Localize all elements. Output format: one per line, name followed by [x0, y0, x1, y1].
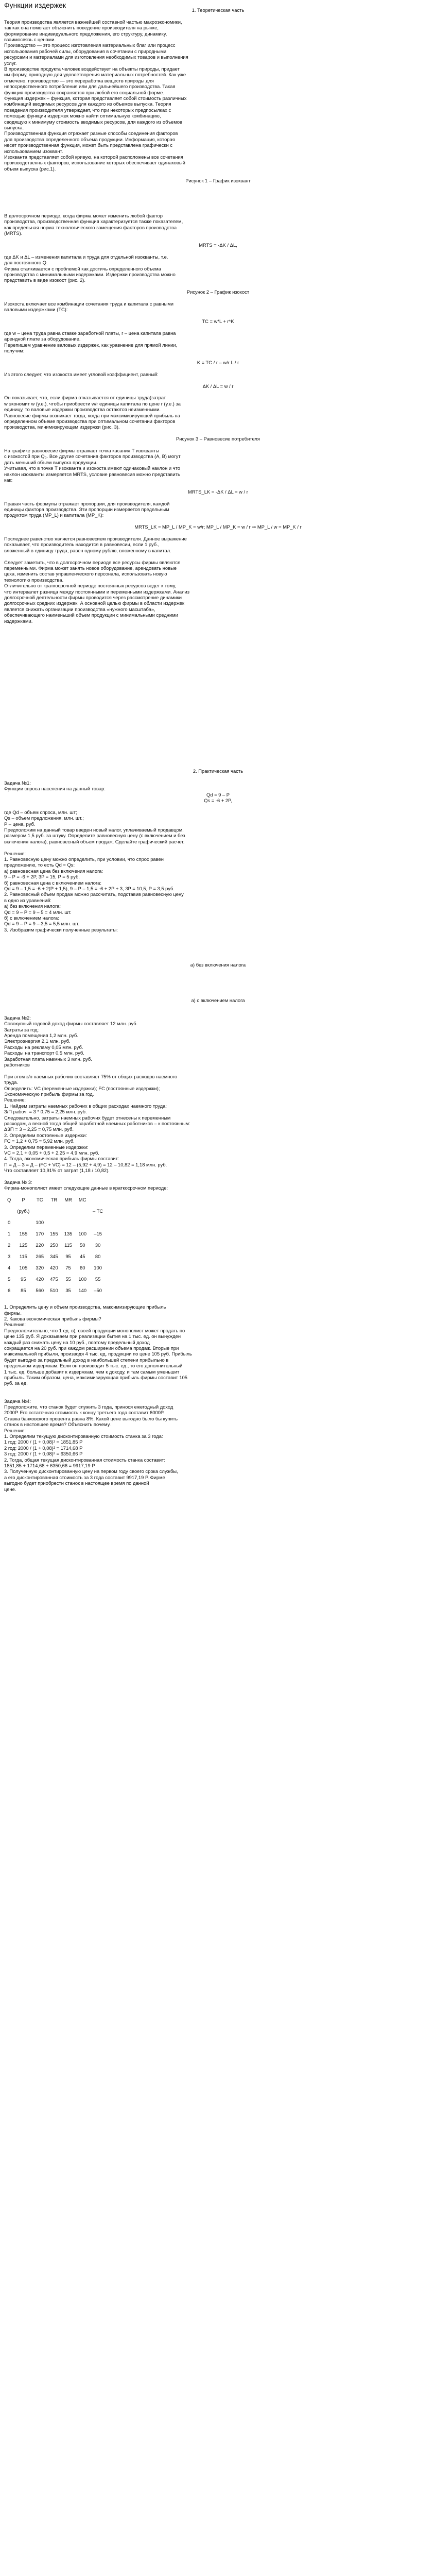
text-line: а) равновесная цена без включения налога:	[4, 868, 103, 874]
text-line: Рисунок 2 – График изокост	[186, 289, 250, 295]
text-line: получим:	[4, 348, 25, 354]
text-line: (MRTS).	[4, 230, 23, 236]
text-line: предложению, то есть Qd = Qs:	[4, 862, 75, 868]
text-line: ΔЗП = 3 – 2,25 = 0,75 млн. руб.	[4, 1126, 74, 1132]
text-line: будет выгодно за предельный доход в наибольшей степени прибыльно в	[4, 1357, 169, 1363]
text-line: предельном издержкам. Если он производит 5 тыс. ед., то его дополнительный	[4, 1363, 183, 1369]
text-line: ресурсами и материалами для изготовления необходимых товаров и выполнения	[4, 54, 188, 60]
text-line: что интервалет разница между постоянными и переменными издержками. Анализ	[4, 588, 190, 595]
table-cell: 75	[65, 1265, 71, 1271]
text-line: Функции спроса населения на данный товар:	[4, 786, 106, 792]
table-cell: 155	[19, 1231, 28, 1237]
text-line: Решение:	[4, 1097, 26, 1103]
text-line: ΔK / ΔL = w / r	[202, 383, 234, 389]
table-cell: 170	[36, 1231, 44, 1237]
table-cell: 420	[50, 1265, 58, 1271]
text-line: а) без включения налога	[190, 962, 246, 968]
text-line: комбинаций вводимых ресурсов для каждого из объемов выпуска. Теория	[4, 101, 171, 107]
table-cell: 95	[21, 1276, 26, 1282]
text-line: вложенный в единицу труда, равен одному рублю, вложенному в капитал.	[4, 547, 171, 553]
text-line: валовыми издержками (ТС):	[4, 307, 68, 313]
table-cell: 4	[8, 1265, 11, 1271]
text-line: максимальной прибыли, производя 4 тыс. ед. продукции по цене 105 руб. Прибыль	[4, 1351, 192, 1357]
text-line: Теория производства является важнейшей составной частью макроэкономики,	[4, 19, 182, 25]
text-line: Правая часть формулы отражает пропорции, для производителя, каждой	[4, 500, 170, 506]
text-line: взаимосвязь с ценами.	[4, 37, 56, 42]
text-line: в одно из уравнений:	[4, 897, 51, 903]
text-line: Предположите, что станок будет служить 3 года, принося ежегодный доход	[4, 1404, 173, 1410]
text-line: определенном объеме производства при оптимальном сочетании факторов	[4, 418, 176, 424]
text-line: представить в виде изокост (рис. 2).	[4, 277, 86, 283]
text-line: 4. Тогда, экономическая прибыль фирмы составит:	[4, 1156, 119, 1162]
text-line: Qs – объем предложения, млн. шт.;	[4, 815, 84, 821]
table-cell: 5	[8, 1276, 11, 1282]
text-line: б) равновесная цена с включением налога:	[4, 879, 101, 886]
text-line: Решение:	[4, 850, 26, 856]
table-cell: 220	[36, 1242, 44, 1248]
table-unit: (руб.)	[17, 1208, 30, 1214]
text-line: отмечено, производство — это переработка веществ природы для	[4, 77, 154, 83]
text-line: Следовательно, затраты наемных рабочих будет отнесены к переменным	[4, 1114, 171, 1121]
text-line: Ставка банковского процента равна 8%. Какой цене выгодно было бы купить	[4, 1415, 178, 1421]
table-cell	[75, 1217, 90, 1228]
text-line: Qs = -6 + 2P,	[204, 798, 232, 803]
text-line: а) без включения налога:	[4, 903, 61, 909]
text-line: где Qd – объем спроса, млн. шт;	[4, 809, 77, 815]
table-row	[4, 1240, 112, 1251]
text-line: продуктом труда (МР_L) и капитала (МР_K):	[4, 512, 104, 518]
text-line: Совокупный годовой доход фирмы составляет 12 млн. руб.	[4, 1021, 138, 1027]
text-line: сокращается на 20 руб. при каждом расширении объема продаж. Вторые при	[4, 1345, 179, 1351]
text-line: дать меньший объем выпуска продукции.	[4, 459, 98, 465]
text-line: функция производства сохраняется при любой его социальной форме.	[4, 89, 164, 95]
text-line: Qd = 9 – 1,5 = -6 + 2(P + 1,5), 9 – P – 1,5 = -6 + 2P + 3, 3P = 10,5, P = 3,5 руб.	[4, 886, 175, 891]
table-cell	[106, 1274, 112, 1285]
text-line: услуг.	[4, 60, 17, 66]
table-cell: –50	[94, 1287, 102, 1294]
table-cell: 100	[78, 1276, 87, 1282]
text-line: где w – цена труда равна ставке заработной платы, r – цена капитала равна	[4, 330, 176, 336]
table-cell	[106, 1217, 112, 1228]
text-line: использованием изоквант.	[4, 148, 63, 154]
text-line: выпуска.	[4, 125, 24, 130]
text-line: Фирма сталкивается с проблемой как достичь определенного объема	[4, 265, 161, 272]
text-line: 1851,85 + 1714,68 + 6350,66 = 9917,19 Р	[4, 1463, 95, 1468]
text-line: Решение:	[4, 1321, 26, 1328]
text-line: Равновесие фирмы возникает тогда, когда при максимизирующей прибыль на	[4, 412, 180, 418]
text-line: 2. Равновесный объем продаж можно рассчитать, подставив равновесную цену	[4, 891, 184, 897]
text-line: руб. за ед.	[4, 1380, 28, 1386]
text-line: как:	[4, 477, 13, 483]
text-line: непосредственного потребления или для дальнейшего производства. Такая	[4, 83, 176, 90]
table-cell: 125	[19, 1242, 28, 1248]
text-line: наклон изокванты измеряется MRTS, условие равновесия можно представить	[4, 471, 180, 477]
text-line: а его дисконтированная стоимость за 3 года составит 9917,19 Р. Фирме	[4, 1474, 165, 1480]
text-line: издержками.	[4, 618, 33, 624]
text-line: 2. Тогда, общая текущая дисконтированная стоимость станка составит:	[4, 1456, 165, 1463]
text-line: Следует заметить, что в долгосрочном периоде все ресурсы фирмы являются	[4, 559, 181, 565]
table-cell: 265	[36, 1253, 44, 1260]
text-line: так как она помогает объяснить поведение производителя на рынке,	[4, 25, 159, 31]
text-line: прибыль. Таким образом, цена, максимизирующая прибыль фирмы составит 105	[4, 1375, 187, 1380]
text-line: долгосрочных средних издержек. А основной целью фирмы в области издержек	[4, 600, 185, 606]
text-line: Экономическую прибыль фирмы за год.	[4, 1091, 94, 1097]
table-cell: 560	[36, 1287, 44, 1294]
text-line: единицу, то валовые издержки производства остаются неизменными.	[4, 406, 161, 413]
text-line: w экономит w (у.е.), чтобы приобрести w/r единицы капитала по цене r (у.е.) за	[4, 400, 181, 406]
text-line: фирмы.	[4, 1310, 22, 1316]
table-header: TR	[50, 1197, 58, 1203]
text-line: цеха, изменить состав управленческого персонала, использовать новую	[4, 571, 167, 577]
table-cell: 85	[21, 1287, 26, 1294]
text-line: Фирма-монополист имеет следующие данные в краткосрочном периоде:	[4, 1185, 168, 1191]
text-line: производства с минимальными издержками. Издержки производства можно	[4, 272, 176, 277]
text-line: цене 135 руб. Я доказываем при реализации бытия на 1 тыс. ед. он вынужден	[4, 1333, 181, 1340]
text-line: 2. Какова экономическая прибыль фирмы?	[4, 1316, 101, 1321]
text-line: Qd = 9 – P	[206, 791, 230, 798]
table-cell	[106, 1262, 112, 1274]
text-line: Предположительно, что 1 ед. в), своей продукции монополист может продать по	[4, 1327, 185, 1333]
text-line: Перепишем уравнение валовых издержек, как уравнение для прямой линии,	[4, 342, 178, 348]
text-line: Функция издержек – функция, которая представляет собой стоимость различных	[4, 95, 187, 101]
text-line: 3. Изобразим графически полученные результаты:	[4, 926, 118, 933]
text-line: им форму, пригодную для удовлетворения материальных потребностей. Как уже	[4, 72, 186, 78]
text-line: цене.	[4, 1486, 16, 1492]
text-line: несет производственная функция, может быть представлена графически с	[4, 142, 173, 148]
table-row	[4, 1285, 112, 1296]
text-line: Задача № 3:	[4, 1179, 32, 1185]
text-line: Расходы на рекламу 0,05 млн. руб.	[4, 1044, 83, 1050]
text-line: 3 год: 2000 / (1 + 0,08)³ = 6350,66 Р	[4, 1451, 83, 1457]
table-cell	[14, 1217, 32, 1228]
table-cell	[106, 1228, 112, 1240]
table-cell: 6	[8, 1287, 11, 1294]
text-line: труда.	[4, 1079, 19, 1086]
table-unit	[4, 1206, 14, 1217]
text-line: 1 год: 2000 / (1 + 0,08)¹ = 1851,85 Р	[4, 1439, 83, 1445]
text-line: З/П рабоч. = 3 * 0,75 = 2,25 млн. руб.	[4, 1109, 87, 1115]
text-line: размером 1,5 руб. за штуку. Определите равновесную цену (с включением и без	[4, 833, 185, 839]
text-line: 1. Определить цену и объем производства, максимизирующие прибыль	[4, 1304, 166, 1310]
text-line: 3. Определим переменные издержки:	[4, 1144, 89, 1150]
table-cell: 100	[94, 1265, 102, 1271]
text-line: обеспечивающего наименьший объем продукции с минимальными средними	[4, 612, 178, 618]
table-cell: 140	[78, 1287, 87, 1294]
table-cell: 60	[80, 1265, 85, 1271]
text-line: В производстве продукта человек воздействует на объекты природы, придает	[4, 66, 180, 72]
text-line: долгосрочной деятельности фирмы проводится через рассмотрение динамики	[4, 595, 182, 600]
text-line: 1. Теоретическая часть	[191, 7, 245, 13]
table-cell: 55	[65, 1276, 71, 1282]
table-cell: 320	[36, 1265, 44, 1271]
text-line: расходам, а весной тогда общей заработной наемных работников – к постоянным:	[4, 1121, 190, 1126]
text-line: 2000Р. Его остаточная стоимость к концу третьего года составит 6000Р.	[4, 1410, 164, 1416]
text-line: б) с включением налога:	[4, 915, 59, 921]
text-line: как предельная норма технологического замещения факторов производства	[4, 224, 177, 230]
table-unit	[61, 1206, 76, 1217]
text-line: K = TC / r – w/r L / r	[197, 360, 239, 365]
table-row	[4, 1274, 112, 1285]
table-cell: 50	[80, 1242, 85, 1248]
table-cell: 45	[80, 1253, 85, 1260]
table-unit: – TC	[93, 1208, 103, 1214]
text-line: 9 – P = -6 + 2P, 3P = 15, P = 5 руб.	[4, 874, 80, 880]
text-line: Qd = 9 – P = 9 – 5 = 4 млн. шт.	[4, 909, 72, 915]
text-line: Определить: VC (переменные издержки); FC (постоянные издержки);	[4, 1085, 160, 1091]
table-unit	[47, 1206, 61, 1217]
table-cell	[47, 1217, 61, 1228]
text-line: Производственная функция отражает разные способы соединения факторов	[4, 130, 178, 137]
text-line: VC = 2,1 + 0,05 + 0,5 + 2,25 = 4,9 млн. руб.	[4, 1150, 99, 1156]
text-line: 2. Определим постоянные издержки:	[4, 1132, 87, 1138]
text-line: производства, минимизирующем издержки (рис. 3).	[4, 424, 120, 430]
table-header: TC	[37, 1197, 43, 1203]
text-line: производственных факторов, использование которых обеспечивает одинаковый	[4, 160, 185, 166]
text-line: для постоянного Q.	[4, 260, 48, 266]
table-cell: 3	[8, 1253, 11, 1260]
text-line: Последнее равенство является равновесием производителя. Данное выражение	[4, 536, 187, 541]
text-line: 1 тыс. ед. больше добавит к издержкам, чем к доходу, и там самым уменьшит	[4, 1368, 180, 1375]
text-line: В долгосрочном периоде, когда фирма может изменить любой фактор	[4, 213, 163, 218]
text-line: а) с включением налога	[191, 997, 245, 1003]
text-line: FC = 1,2 + 0,75 = 5,92 млн. руб.	[4, 1138, 75, 1144]
text-line: Задача №1:	[4, 779, 31, 786]
table-cell: –15	[94, 1231, 102, 1237]
text-line: ТС = w*L + r*K	[202, 318, 234, 325]
table-cell	[90, 1217, 106, 1228]
table-row	[4, 1251, 112, 1262]
text-line: Задача №2:	[4, 1014, 31, 1021]
table-cell: 2	[8, 1242, 11, 1248]
text-line: Производство — это процесс изготовления материальных благ или процесс	[4, 42, 176, 48]
text-line: объем выпуска (рис.1).	[4, 165, 56, 172]
text-line: переменными. Фирма может занять новое оборудование, арендовать новые	[4, 565, 177, 571]
text-line: Решение:	[4, 1427, 26, 1433]
text-line: 1. Определим текущую дисконтированную стоимость станка за 3 года:	[4, 1433, 163, 1439]
table-header	[90, 1194, 106, 1206]
text-line: Из этого следует, что изокоста имеет угловой коэффициент, равный:	[4, 371, 159, 377]
text-line: Задача №4:	[4, 1398, 31, 1404]
table-cell: 115	[64, 1242, 73, 1248]
text-line: На графике равновесие фирмы отражает точка касания Т изокванты	[4, 448, 160, 453]
text-line: Электроэнергия 2,1 млн. руб.	[4, 1038, 71, 1044]
text-line: показывает, что производитель находится в равновесии, если 1 руб.,	[4, 541, 160, 548]
table-unit	[32, 1206, 47, 1217]
table-cell: 95	[65, 1253, 71, 1260]
table-cell: 80	[95, 1253, 101, 1260]
text-line: является снижать организации производства «нужного масштаба»,	[4, 606, 155, 612]
text-line: Qd = 9 – P = 9 – 3,5 = 5,5 млн. шт.	[4, 921, 80, 927]
text-line: производства, производственная функция характеризуется также показателем,	[4, 218, 183, 225]
table-header: P	[22, 1197, 25, 1203]
text-line: выгодно будет приобрести станок в настоящее время по данной	[4, 1480, 149, 1486]
text-line: Аренда помещения 1,2 млн. руб.	[4, 1032, 78, 1038]
text-line: 1. Найдем затраты наемных рабочих в общих расходах наемного труда:	[4, 1103, 167, 1109]
text-line: Затраты за год:	[4, 1026, 39, 1032]
table-row	[4, 1217, 112, 1228]
table-row	[4, 1262, 112, 1274]
text-line: для производства определенного объема продукции. Информация, которая	[4, 136, 175, 142]
text-line: Заработная плата наемных 3 млн. руб.	[4, 1056, 92, 1062]
text-line: MRTS_LK = MP_L / MP_K = w/r; MP_L / MP_K = w / r ⇒ MP_L / w = MP_K / r	[134, 524, 302, 530]
table-cell: 475	[50, 1276, 58, 1282]
text-line: P – цена, руб.	[4, 821, 36, 827]
text-line: 2 год: 2000 / (1 + 0,08)² = 1714,68 Р	[4, 1445, 83, 1451]
table-cell: 30	[95, 1242, 101, 1248]
table-cell	[106, 1251, 112, 1262]
text-line: где ΔK и ΔL – изменения капитала и труда для отдельной изокванты, т.е.	[4, 253, 168, 260]
monopoly-table	[4, 1194, 112, 1296]
document-title: Функции издержек	[4, 1, 66, 9]
table-cell	[106, 1285, 112, 1296]
table-header: MC	[78, 1197, 86, 1203]
text-line: единицы фактора производства. Эти пропорции измеряется предельным	[4, 506, 169, 512]
text-line: сводящую к минимуму стоимость вводимых ресурсов, для каждого из объемов	[4, 118, 182, 125]
text-line: При этом з/п наемных рабочих составляет 75% от общих расходов наемного	[4, 1073, 178, 1079]
table-cell: 100	[36, 1219, 44, 1226]
table-cell: 105	[19, 1265, 28, 1271]
text-line: MRTS = -ΔK / ΔL,	[199, 242, 237, 248]
text-line: Предположим на данный товар введен новый налог, уплачиваемый продавцом,	[4, 827, 184, 833]
table-cell: 135	[64, 1231, 73, 1237]
text-line: Изокванта представляет собой кривую, на которой расположены все сочетания	[4, 154, 183, 160]
table-cell: 510	[50, 1287, 58, 1294]
text-line: использования рабочей силы, оборудования в сочетании с природными	[4, 48, 167, 54]
text-line: с изокостой при Q₀. Все другие сочетания факторов производства (А, В) могут	[4, 453, 181, 460]
table-cell: 115	[19, 1253, 27, 1260]
text-line: станок в настоящее время? Объяснить почему.	[4, 1421, 111, 1428]
text-line: Рисунок 1 – График изоквант	[185, 177, 251, 183]
table-row	[4, 1228, 112, 1240]
table-header: Q	[7, 1197, 11, 1203]
text-line: арендной плате за оборудование.	[4, 336, 81, 342]
text-line: Изокоста включает все комбинации сочетания труда и капитала с равными	[4, 301, 174, 307]
text-line: MRTS_LK = -ΔK / ΔL = w / r	[188, 488, 248, 495]
text-line: работников	[4, 1062, 30, 1067]
text-line: технологию производства.	[4, 577, 64, 583]
text-line: помощью функции издержек можно найти оптимальную комбинацию,	[4, 113, 161, 119]
table-header	[106, 1194, 112, 1206]
text-line: 3. Полученную дисконтированную цену на первом году своего срока службы,	[4, 1468, 178, 1475]
table-cell: 35	[65, 1287, 71, 1294]
text-line: П = Д – З = Д – (FC + VC) = 12 – (5,92 + 4,9) = 12 – 10,82 = 1,18 млн. руб.	[4, 1161, 167, 1167]
table-unit	[75, 1206, 90, 1217]
text-line: Отличительно от краткосрочной периоде постоянных ресурсов ведет к тому,	[4, 583, 177, 589]
text-line: каждый раз снижать цену на 10 руб., поэтому предельный доход	[4, 1339, 150, 1345]
table-cell: 55	[95, 1276, 101, 1282]
text-line: 2. Практическая часть	[193, 768, 243, 774]
table-cell: 0	[8, 1219, 11, 1226]
text-line: Он показывает, что, если фирма отказывается от единицы труда(затрат	[4, 395, 166, 401]
table-cell: 1	[8, 1231, 11, 1237]
table-cell: 100	[78, 1231, 87, 1237]
table-unit	[106, 1206, 112, 1217]
text-line: поведения производителя утверждает, что при некоторых предпосылках с	[4, 107, 171, 113]
table-cell	[61, 1217, 76, 1228]
table-cell	[106, 1240, 112, 1251]
table-cell: 155	[50, 1231, 58, 1237]
text-line: включения налога), равновесный объем продаж. Сделайте графический расчет.	[4, 838, 185, 844]
text-line: 1. Равновесную цену можно определить, при условии, что спрос равен	[4, 856, 164, 862]
text-line: Расходы на транспорт 0,5 млн. руб.	[4, 1050, 84, 1056]
text-line: Что составляет 10,91% от затрат (1,18 / 10,82).	[4, 1167, 110, 1174]
table-cell: 345	[50, 1253, 58, 1260]
table-cell: 420	[36, 1276, 44, 1282]
text-line: формирование индивидуального предложения, его структуру, динамику,	[4, 30, 167, 37]
table-cell: 250	[50, 1242, 58, 1248]
text-line: Учитывая, что в точке Т изокванта и изокоста имеют одинаковый наклон и что	[4, 465, 181, 471]
table-header: MR	[64, 1197, 72, 1203]
text-line: Рисунок 3 – Равновесие потребителя	[176, 436, 260, 442]
